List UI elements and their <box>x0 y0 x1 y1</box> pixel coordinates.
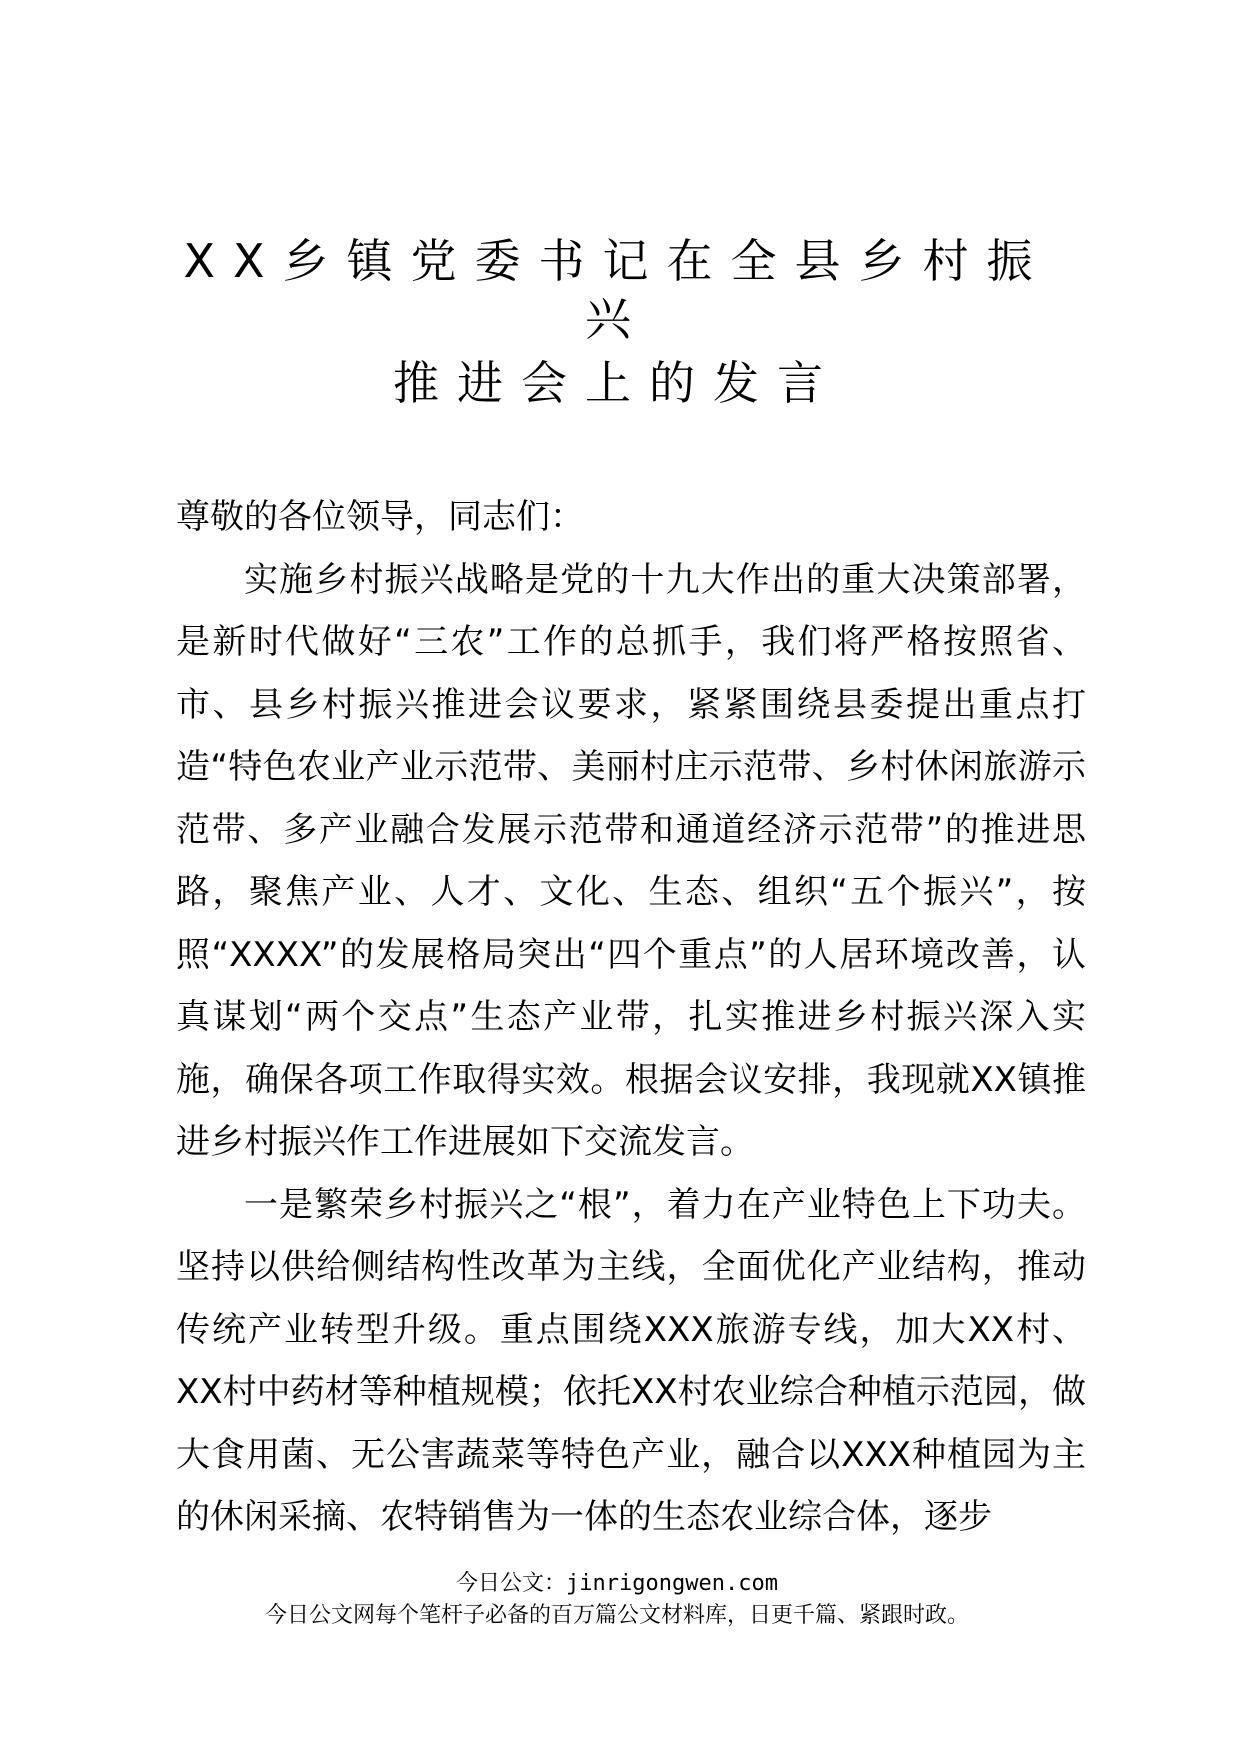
title-line-1: XX乡镇党委书记在全县乡村振 <box>183 234 1051 288</box>
title-line-3: 推进会上的发言 <box>393 356 841 410</box>
salutation: 尊敬的各位领导，同志们： <box>176 497 584 537</box>
footer-tagline: 今日公文网每个笔杆子必备的百万篇公文材料库，日更千篇、紧跟时政。 <box>264 1603 969 1628</box>
paragraph-point-1: 一是繁荣乡村振兴之“根”，着力在产业特色上下功夫。坚持以供给侧结构性改革为主线，全面优化产业结构，推动传统产业转型升级。重点围绕XXX旅游专线，加大XX村、XX村中药材等种植规模；依托XX村农业综合种植示范园，做大食用菌、无公害蔬菜等特色产业，融合以XXX种植园为主的休闲采摘、农特销售为一体的生态农业综合体，逐步 <box>176 1184 1086 1537</box>
title-line-2: 兴 <box>585 292 649 346</box>
footer-url[interactable]: jinrigongwen.com <box>566 1571 778 1596</box>
footer-label: 今日公文： <box>456 1571 567 1596</box>
footer-source-line <box>0 1568 1234 1600</box>
paragraph-intro: 实施乡村振兴战略是党的十九大作出的重大决策部署，是新时代做好“三农”工作的总抓手，我们将严格按照省、市、县乡村振兴推进会议要求，紧紧围绕县委提出重点打造“特色农业产业示范带、美丽村庄示范带、乡村休闲旅游示范带、多产业融合发展示范带和通道经济示范带”的推进思路，聚焦产业、人才、文化、生态、组织“五个振兴”，按照“XXXX”的发展格局突出“四个重点”的人居环境改善，认真谋划“两个交点”生态产业带，扎实推进乡村振兴深入实施，确保各项工作取得实效。根据会议安排，我现就XX镇推进乡村振兴作工作进展如下交流发言。 <box>176 559 1086 1162</box>
document-title <box>150 232 1084 412</box>
footer <box>0 1568 1234 1632</box>
document-body <box>176 486 1086 1549</box>
